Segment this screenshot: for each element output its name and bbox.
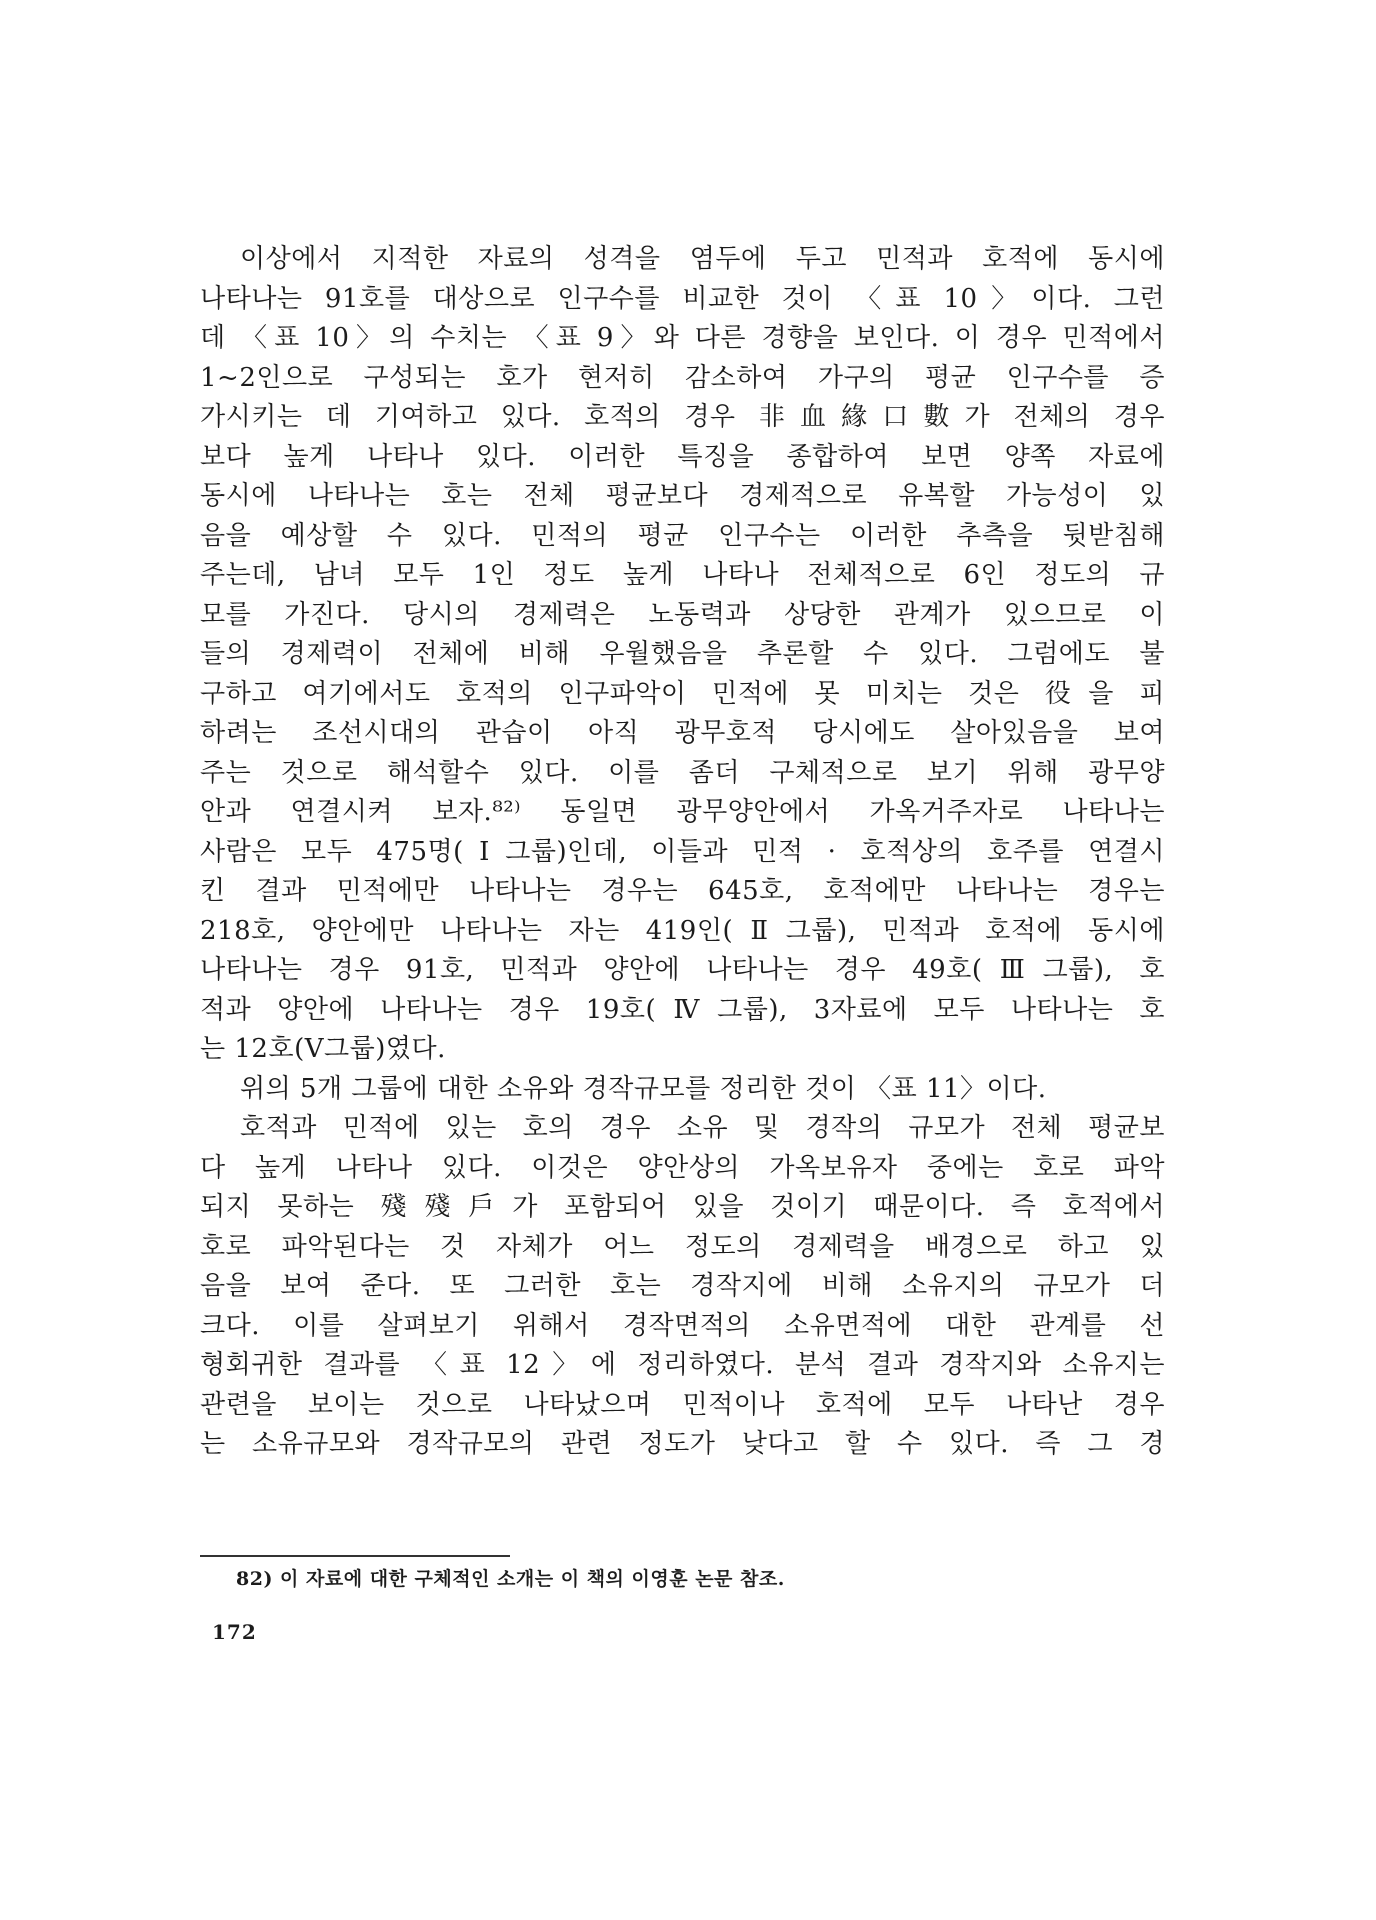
text-line: 다 높게 나타나 있다. 이것은 양안상의 가옥보유자 중에는 호로 파악 bbox=[200, 1152, 1165, 1183]
footnote: 82) 이 자료에 대한 구체적인 소개는 이 책의 이영훈 논문 참조. bbox=[236, 1568, 785, 1590]
text-line: 적과 양안에 나타나는 경우 19호(Ⅳ그룹), 3자료에 모두 나타나는 호 bbox=[200, 994, 1165, 1025]
text-line: 는 소유규모와 경작규모의 관련 정도가 낮다고 할 수 있다. 즉 그 경 bbox=[200, 1429, 1165, 1459]
text-line: 218호, 양안에만 나타나는 자는 419인(Ⅱ그룹), 민적과 호적에 동시에 bbox=[200, 915, 1165, 946]
text-line: 나타나는 경우 91호, 민적과 양안에 나타나는 경우 49호(Ⅲ그룹), 호 bbox=[200, 955, 1165, 985]
text-line: 음을 보여 준다. 또 그러한 호는 경작지에 비해 소유지의 규모가 더 bbox=[200, 1271, 1165, 1301]
text-line: 크다. 이를 살펴보기 위해서 경작면적의 소유면적에 대한 관계를 선 bbox=[200, 1310, 1165, 1341]
text-line: 구하고 여기에서도 호적의 인구파악이 민적에 못 미치는 것은 役을 피 bbox=[200, 678, 1165, 709]
text-line: 호로 파악된다는 것 자체가 어느 정도의 경제력을 배경으로 하고 있 bbox=[200, 1231, 1165, 1262]
body-text bbox=[200, 240, 1165, 1465]
text-line: 하려는 조선시대의 관습이 아직 광무호적 당시에도 살아있음을 보여 bbox=[200, 718, 1165, 748]
text-line: 킨 결과 민적에만 나타나는 경우는 645호, 호적에만 나타나는 경우는 bbox=[200, 876, 1165, 906]
paragraph-1 bbox=[200, 240, 1165, 1070]
text-line: 형회귀한 결과를 〈표 12〉에 정리하였다. 분석 결과 경작지와 소유지는 bbox=[200, 1350, 1165, 1380]
paragraph-3 bbox=[200, 1109, 1165, 1465]
text-line: 동시에 나타나는 호는 전체 평균보다 경제적으로 유복할 가능성이 있 bbox=[200, 481, 1165, 511]
text-line: 위의 5개 그룹에 대한 소유와 경작규모를 정리한 것이 〈표 11〉이다. bbox=[240, 1073, 1047, 1104]
text-line: 들의 경제력이 전체에 비해 우월했음을 추론할 수 있다. 그럼에도 불 bbox=[200, 639, 1165, 669]
text-line: 음을 예상할 수 있다. 민적의 평균 인구수는 이러한 추측을 뒷받침해 bbox=[200, 520, 1165, 551]
text-line: 관련을 보이는 것으로 나타났으며 민적이나 호적에 모두 나타난 경우 bbox=[200, 1389, 1165, 1420]
text-line: 사람은 모두 475명(Ⅰ그룹)인데, 이들과 민적 · 호적상의 호주를 연결시 bbox=[200, 836, 1165, 867]
text-line: 모를 가진다. 당시의 경제력은 노동력과 상당한 관계가 있으므로 이 bbox=[200, 599, 1165, 630]
text-line: 주는 것으로 해석할수 있다. 이를 좀더 구체적으로 보기 위해 광무양 bbox=[200, 757, 1165, 788]
text-line: 되지 못하는 殘殘戶가 포함되어 있을 것이기 때문이다. 즉 호적에서 bbox=[200, 1192, 1165, 1222]
page-number: 172 bbox=[212, 1620, 257, 1644]
text-line: 호적과 민적에 있는 호의 경우 소유 및 경작의 규모가 전체 평균보 bbox=[240, 1113, 1165, 1143]
text-line: 가시키는 데 기여하고 있다. 호적의 경우 非血緣口數가 전체의 경우 bbox=[200, 402, 1165, 432]
text-line: 보다 높게 나타나 있다. 이러한 특징을 종합하여 보면 양쪽 자료에 bbox=[200, 441, 1165, 472]
text-line: 이상에서 지적한 자료의 성격을 염두에 두고 민적과 호적에 동시에 bbox=[240, 244, 1165, 274]
text-line: 는 12호(Ⅴ그룹)였다. bbox=[200, 1034, 446, 1064]
paragraph-2 bbox=[200, 1070, 1165, 1110]
text-line: 주는데, 남녀 모두 1인 정도 높게 나타나 전체적으로 6인 정도의 규 bbox=[200, 560, 1165, 590]
text-line: 데 〈표 10〉의 수치는 〈표 9〉와 다른 경향을 보인다. 이 경우 민적에서 bbox=[200, 323, 1165, 353]
text-line: 안과 연결시켜 보자.⁸²⁾ 동일면 광무양안에서 가옥거주자로 나타나는 bbox=[200, 797, 1165, 827]
text-line: 1~2인으로 구성되는 호가 현저히 감소하여 가구의 평균 인구수를 증 bbox=[200, 362, 1165, 393]
footnote-divider bbox=[200, 1555, 510, 1557]
text-line: 나타나는 91호를 대상으로 인구수를 비교한 것이 〈표 10〉이다. 그런 bbox=[200, 283, 1165, 314]
